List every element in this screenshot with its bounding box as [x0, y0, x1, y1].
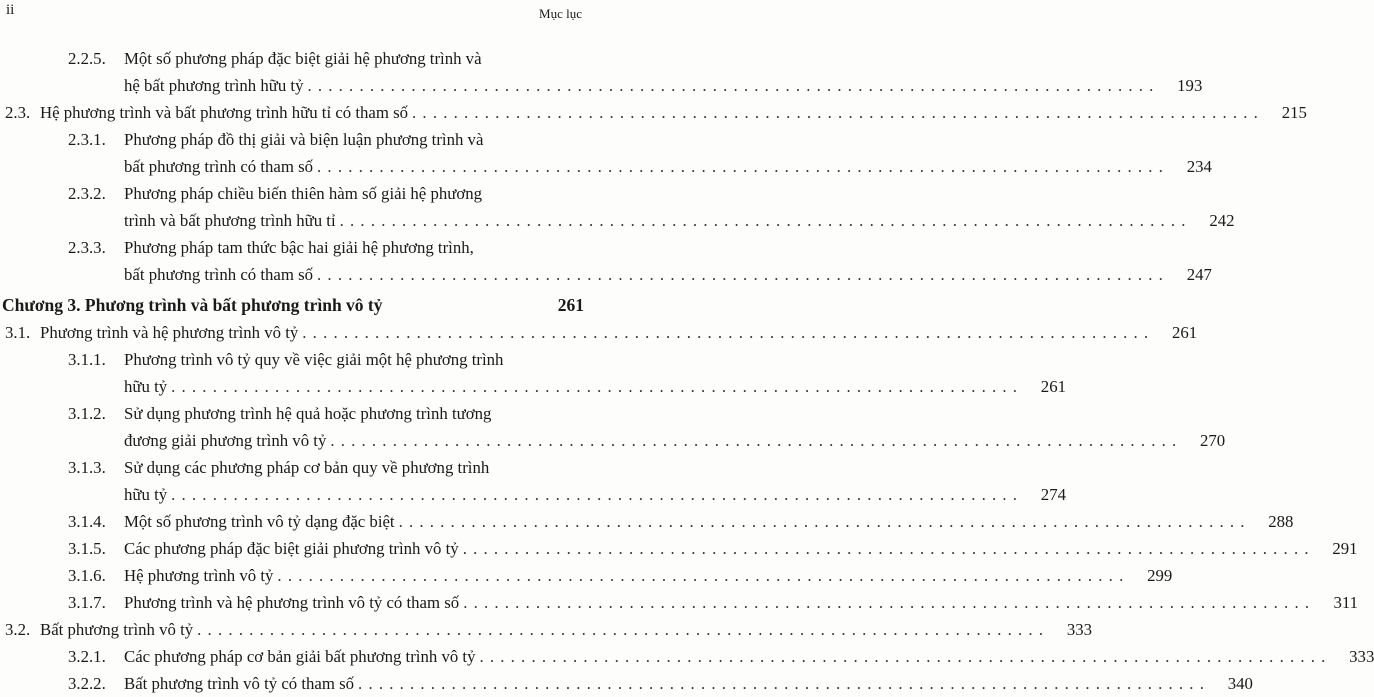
dot-leader: [459, 589, 1314, 616]
entry-number: 3.1.7.: [68, 593, 106, 612]
running-header-title: Mục lục: [539, 6, 582, 21]
entry-page-number: 311: [1333, 593, 1359, 612]
dot-leader: [313, 153, 1168, 180]
entry-number: 3.1.5.: [68, 539, 106, 558]
dot-leader: [303, 72, 1158, 99]
toc-entry: [0, 126, 1212, 180]
toc-entry: [0, 616, 1092, 643]
dot-leader: [326, 427, 1181, 454]
entry-line: [0, 292, 588, 319]
entry-title: Hệ phương trình và bất phương trình hữu tỉ có tham số: [40, 103, 409, 122]
dot-leader: [298, 319, 1153, 346]
entry-page-number: 234: [1186, 157, 1212, 176]
entry-line: [0, 72, 1203, 99]
entry-number: 3.2.: [5, 620, 31, 639]
entry-title: Sử dụng phương trình hệ quả hoặc phương trình tương: [124, 404, 492, 423]
entry-title: Phương pháp chiều biến thiên hàm số giải hệ phương: [124, 184, 482, 203]
toc-entry: [0, 234, 1212, 288]
entry-page-number: 242: [1209, 211, 1235, 230]
chapter-entry: [0, 292, 588, 319]
entry-title: Một số phương pháp đặc biệt giải hệ phương trình và: [124, 49, 482, 68]
toc-entry: [0, 535, 1358, 562]
entry-title: Phương trình và hệ phương trình vô tỷ có tham số: [124, 593, 460, 612]
entry-number: 2.3.1.: [68, 130, 106, 149]
dot-leader: [167, 373, 1022, 400]
entry-page-number: 261: [557, 295, 584, 315]
entry-line: [0, 99, 1307, 126]
entry-title: Bất phương trình vô tỷ có tham số: [124, 674, 355, 693]
entry-line: [0, 319, 1198, 346]
entry-title: hữu tỷ: [124, 485, 168, 504]
entry-number: 3.1.4.: [68, 512, 106, 531]
entry-number: 2.3.3.: [68, 238, 106, 257]
entry-title: Phương pháp đồ thị giải và biện luận phương trình và: [124, 130, 484, 149]
entry-number: 3.1.2.: [68, 404, 106, 423]
entry-number: 2.3.2.: [68, 184, 106, 203]
entry-line: [0, 481, 1066, 508]
toc-entry: [0, 45, 1203, 99]
dot-leader: [193, 616, 1048, 643]
toc-entry: [0, 400, 1226, 454]
page-number: ii: [6, 2, 15, 18]
dot-leader: [273, 562, 1128, 589]
entry-title: Phương trình vô tỷ quy về việc giải một hệ phương trình: [124, 350, 504, 369]
toc-entry: [0, 589, 1359, 616]
entry-page-number: 215: [1281, 103, 1307, 122]
entry-title: Chương 3. Phương trình và bất phương trình vô tỷ: [2, 295, 383, 315]
entry-page-number: 193: [1177, 76, 1203, 95]
entry-number: 3.1.3.: [68, 458, 106, 477]
entry-page-number: 261: [1040, 377, 1066, 396]
toc-entry: [0, 508, 1294, 535]
dot-leader: [336, 207, 1191, 234]
entry-number: 3.2.2.: [68, 674, 106, 693]
entry-line: [0, 153, 1212, 180]
entry-line: [0, 373, 1066, 400]
entry-title: bất phương trình có tham số: [124, 265, 314, 284]
entry-page-number: 288: [1268, 512, 1294, 531]
entry-title: Hệ phương trình vô tỷ: [124, 566, 274, 585]
entry-title: Bất phương trình vô tỷ: [40, 620, 194, 639]
dot-leader: [167, 481, 1022, 508]
entry-page-number: 340: [1227, 674, 1253, 693]
entry-page-number: 333: [1066, 620, 1092, 639]
entry-title: Phương trình và hệ phương trình vô tỷ: [40, 323, 299, 342]
toc-entry: [0, 643, 1374, 670]
entry-line: [0, 261, 1212, 288]
dot-leader: [475, 643, 1330, 670]
entry-title: hệ bất phương trình hữu tỷ: [124, 76, 304, 95]
entry-title: Một số phương trình vô tỷ dạng đặc biệt: [124, 512, 395, 531]
entry-page-number: 299: [1147, 566, 1173, 585]
entry-title: trình và bất phương trình hữu tỉ: [124, 211, 336, 230]
entry-page-number: 274: [1040, 485, 1066, 504]
entry-number: 2.3.: [5, 103, 31, 122]
entry-page-number: 261: [1171, 323, 1198, 342]
entry-title: bất phương trình có tham số: [124, 157, 314, 176]
toc-entry: [0, 454, 1066, 508]
entry-page-number: 333: [1349, 647, 1374, 666]
dot-leader: [313, 261, 1168, 288]
entry-page-number: 270: [1200, 431, 1226, 450]
entry-title: hữu tỷ: [124, 377, 168, 396]
toc-entry: [0, 99, 1307, 126]
entry-number: 3.2.1.: [68, 647, 106, 666]
entry-number: 3.1.6.: [68, 566, 106, 585]
entry-title: đương giải phương trình vô tỷ: [124, 431, 327, 450]
entry-line: [0, 616, 1092, 643]
dot-leader: [459, 535, 1314, 562]
toc-entry: [0, 319, 1198, 346]
toc-entry: [0, 670, 1253, 697]
toc-entry: [0, 346, 1066, 400]
entry-title: Các phương pháp đặc biệt giải phương trình vô tỷ: [124, 539, 459, 558]
entry-page-number: 291: [1332, 539, 1358, 558]
dot-leader: [354, 670, 1209, 697]
entry-number: 3.1.1.: [68, 350, 106, 369]
entry-title: Phương pháp tam thức bậc hai giải hệ phương trình,: [124, 238, 474, 257]
toc-entry: [0, 180, 1235, 234]
entry-number: 3.1.: [5, 323, 31, 342]
entry-number: 2.2.5.: [68, 49, 106, 68]
entry-page-number: 247: [1186, 265, 1212, 284]
table-of-contents: [0, 45, 1374, 697]
dot-leader: [395, 508, 1250, 535]
entry-line: [0, 427, 1226, 454]
dot-leader: [408, 99, 1263, 126]
entry-line: [0, 207, 1235, 234]
entry-title: Các phương pháp cơ bản giải bất phương trình vô tỷ: [124, 647, 476, 666]
toc-entry: [0, 562, 1173, 589]
entry-title: Sử dụng các phương pháp cơ bản quy về phương trình: [124, 458, 490, 477]
